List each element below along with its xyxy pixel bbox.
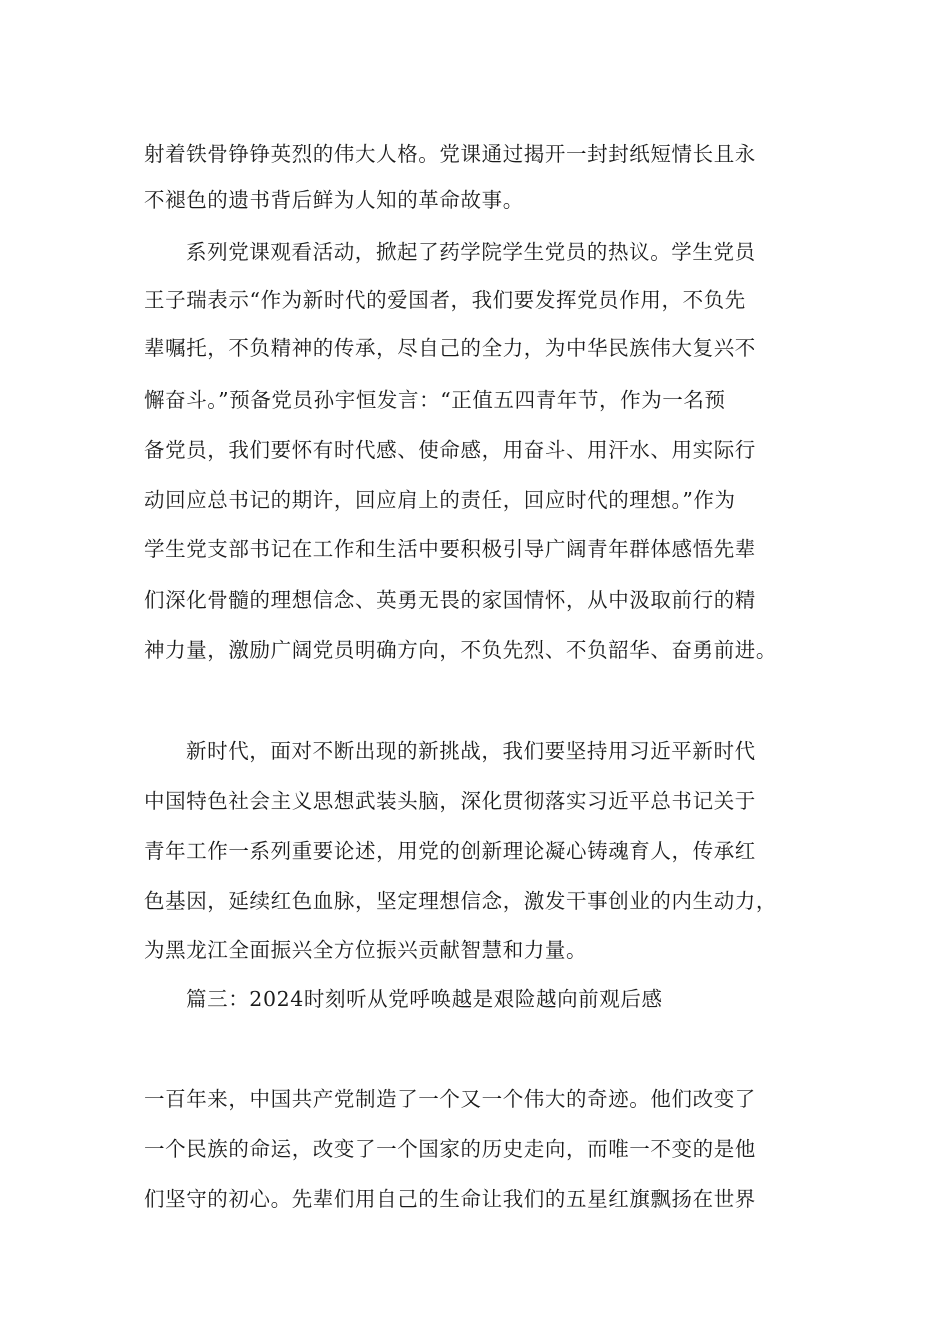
text-line: 辈嘱托，不负精神的传承，尽自己的全力，为中华民族伟大复兴不: [144, 336, 756, 360]
paragraph-first-line: 系列党课观看活动，掀起了药学院学生党员的热议。学生党员: [186, 240, 756, 264]
section-heading: 篇三：2024时刻听从党呼唤越是艰险越向前观后感: [186, 987, 663, 1011]
text-line: 射着铁骨铮铮英烈的伟大人格。党课通过揭开一封封纸短情长且永: [144, 142, 756, 166]
text-line: 动回应总书记的期许，回应肩上的责任，回应时代的理想。”作为: [144, 488, 736, 512]
text-line: 懈奋斗。”预备党员孙宇恒发言：“正值五四青年节，作为一名预: [144, 388, 726, 412]
text-line: 学生党支部书记在工作和生活中要积极引导广阔青年群体感悟先辈: [144, 537, 756, 561]
text-line: 们深化骨髓的理想信念、英勇无畏的家国情怀，从中汲取前行的精: [144, 588, 756, 612]
text-line: 青年工作一系列重要论述，用党的创新理论凝心铸魂育人，传承红: [144, 839, 756, 863]
text-line: 为黑龙江全面振兴全方位振兴贡献智慧和力量。: [144, 938, 588, 962]
text-line: 不褪色的遗书背后鲜为人知的革命故事。: [144, 188, 524, 212]
paragraph-first-line: 新时代，面对不断出现的新挑战，我们要坚持用习近平新时代: [186, 739, 756, 763]
text-line: 一百年来，中国共产党制造了一个又一个伟大的奇迹。他们改变了: [144, 1087, 756, 1111]
text-line: 色基因，延续红色血脉，坚定理想信念，激发干事创业的内生动力，: [144, 889, 777, 913]
text-line: 神力量，激励广阔党员明确方向，不负先烈、不负韶华、奋勇前进。: [144, 638, 777, 662]
text-line: 们坚守的初心。先辈们用自己的生命让我们的五星红旗飘扬在世界: [144, 1187, 756, 1211]
text-line: 备党员，我们要怀有时代感、使命感，用奋斗、用汗水、用实际行: [144, 438, 756, 462]
text-line: 中国特色社会主义思想武装头脑，深化贯彻落实习近平总书记关于: [144, 789, 756, 813]
text-line: 王子瑞表示“作为新时代的爱国者，我们要发挥党员作用，不负先: [144, 288, 746, 312]
text-line: 一个民族的命运，改变了一个国家的历史走向，而唯一不变的是他: [144, 1137, 756, 1161]
